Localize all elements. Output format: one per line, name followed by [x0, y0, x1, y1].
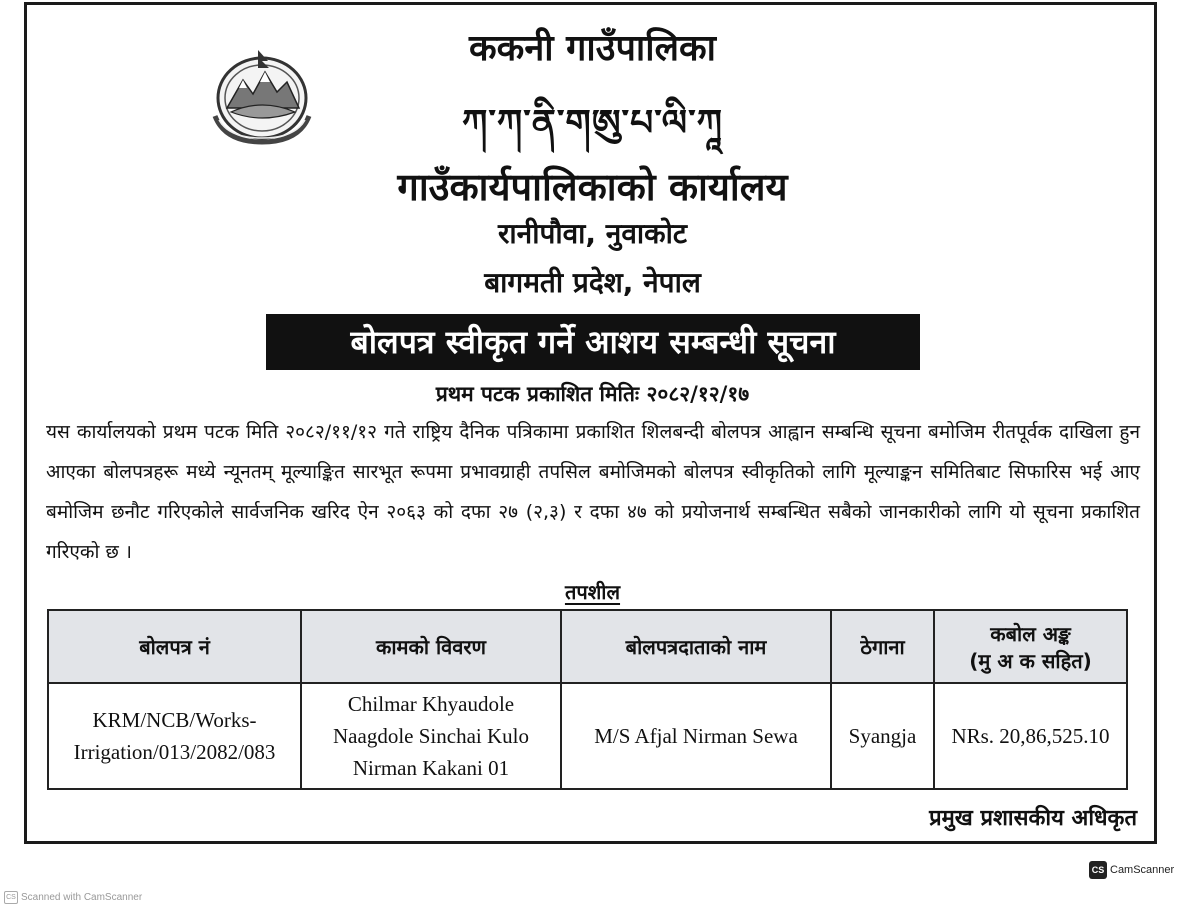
work-line1: Chilmar Khyaudole	[347, 692, 515, 716]
bid-no-line1: KRM/NCB/Works-	[92, 708, 257, 732]
table-row	[48, 683, 1127, 789]
notice-body: यस कार्यालयको प्रथम पटक मिति २०८२/११/१२ गते राष्ट्रिय दैनिक पत्रिकामा प्रकाशित शिलबन्दी बोलपत्र आह्वान सम्बन्धि सूचना बमोजिम रीतपूर्वक दाखिला हुन आएका बोलपत्रहरू मध्ये न्यूनतम् मूल्याङ्कित सारभूत रूपमा प्रभावग्राही तपसिल बमोजिमको बोलपत्र स्वीकृतिको लागि मूल्याङ्कन समितिबाट सिफारिस भई आए बमोजिम छनौट गरिएकोले सार्वजनिक खरिद ऐन २०६३ को दफा २७ (२,३) र दफा ४७ को प्रयोजनार्थ सम्बन्धित सबैको जानकारीको लागि यो सूचना प्रकाशित गरिएको छ ।	[46, 421, 1140, 563]
work-line3: Nirman Kakani 01	[352, 756, 510, 780]
address-line-1: रानीपौवा, नुवाकोट	[497, 217, 688, 250]
header-bid-amount-line1: कबोल अङ्क	[990, 621, 1071, 646]
cell-work-description	[301, 683, 561, 789]
scanned-with-footer	[4, 891, 142, 904]
camscanner-icon: CS	[1089, 861, 1107, 879]
signatory-title: प्रमुख प्रशासकीय अधिकृत	[929, 806, 1137, 831]
cell-address: Syangja	[831, 683, 934, 789]
bid-no-line2: Irrigation/013/2082/083	[73, 740, 276, 764]
camscanner-mini-icon: CS	[4, 891, 18, 904]
header-bid-no: बोलपत्र नं	[48, 610, 301, 683]
notice-title-banner: बोलपत्र स्वीकृत गर्ने आशय सम्बन्धी सूचना	[266, 314, 920, 370]
cell-bidder-name: M/S Afjal Nirman Sewa	[561, 683, 831, 789]
address-line-2: बागमती प्रदेश, नेपाल	[484, 266, 701, 299]
schedule-label: तपशील	[564, 580, 621, 604]
schedule-heading	[0, 578, 1185, 605]
municipality-name-tibetan: ཀ་ཀ་ནི་གཨུ་པ་ལི་ཀཱ	[462, 103, 723, 144]
work-line2: Naagdole Sinchai Kulo	[333, 724, 529, 748]
camscanner-watermark	[1089, 860, 1174, 880]
header-work-description: कामको विवरण	[301, 610, 561, 683]
camscanner-label: CamScanner	[1110, 864, 1175, 876]
publish-date: प्रथम पटक प्रकाशित मितिः २०८२/१२/१७	[435, 382, 750, 406]
table-header-row	[48, 610, 1127, 683]
scanned-with-text: Scanned with CamScanner	[21, 892, 143, 903]
header-bid-amount-line2: (मु अ क सहित)	[969, 648, 1092, 673]
header-bidder-name: बोलपत्रदाताको नाम	[561, 610, 831, 683]
header-address: ठेगाना	[831, 610, 934, 683]
bid-table	[47, 609, 1128, 790]
cell-bid-no	[48, 683, 301, 789]
cell-bid-amount: NRs. 20,86,525.10	[934, 683, 1127, 789]
header-bid-amount	[934, 610, 1127, 683]
office-name: गाउँकार्यपालिकाको कार्यालय	[397, 165, 788, 209]
municipality-name: ककनी गाउँपालिका	[469, 28, 716, 69]
